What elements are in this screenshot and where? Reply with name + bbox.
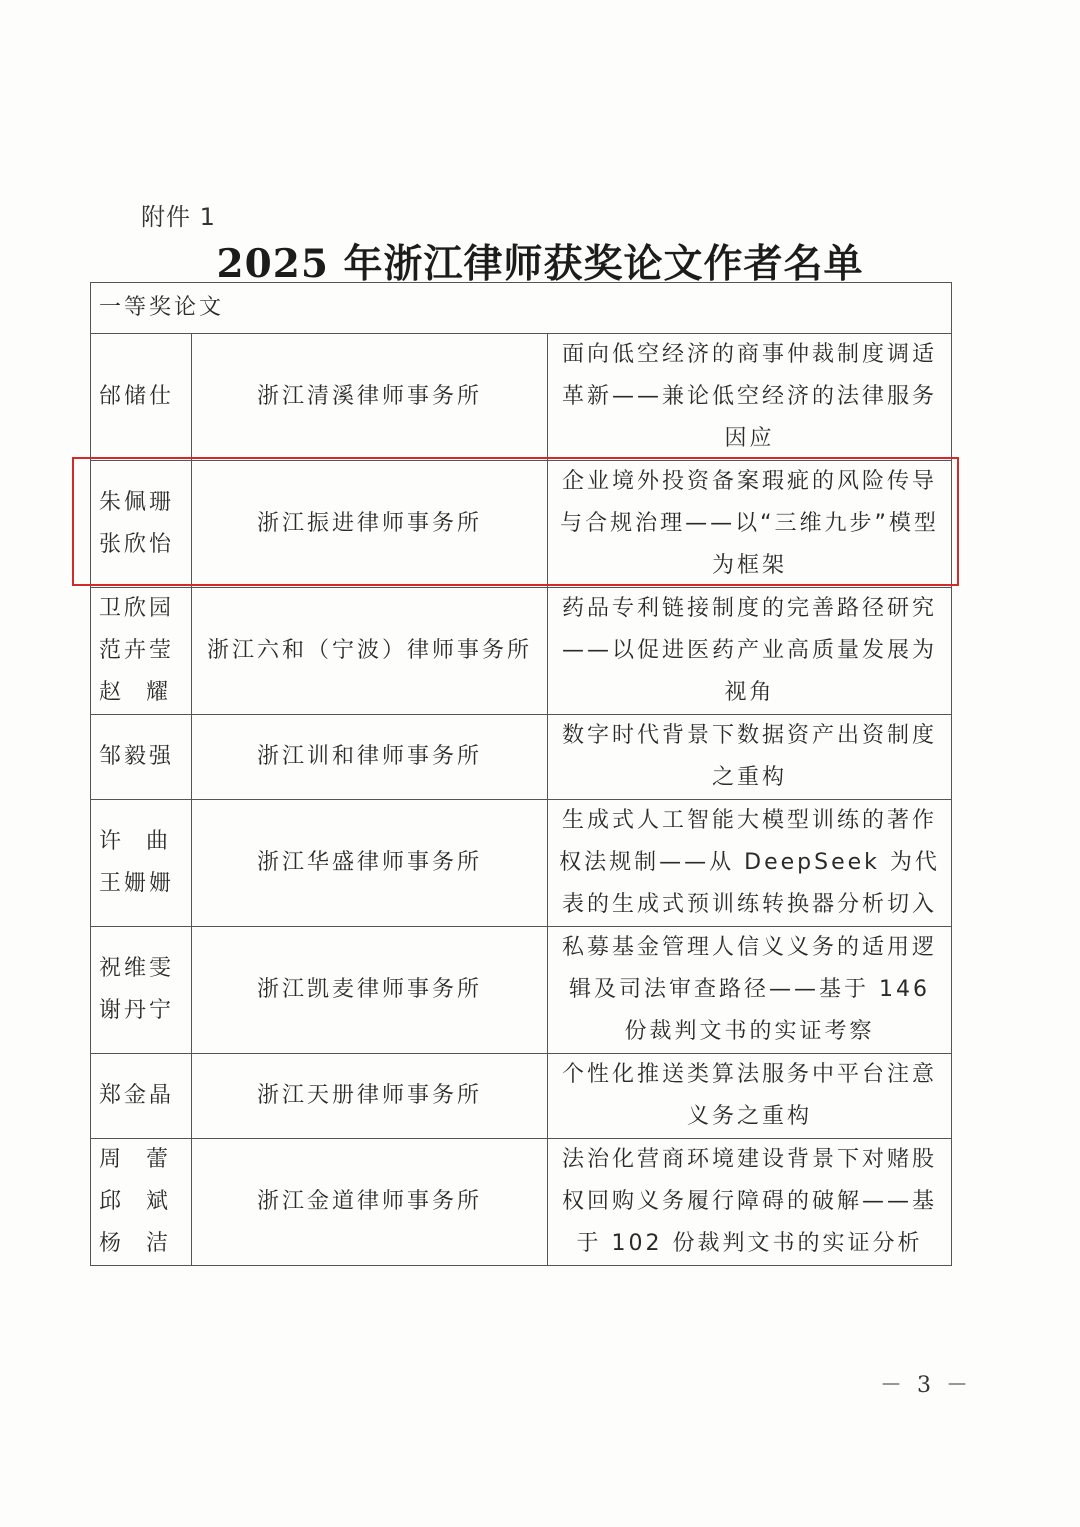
paper-title-cell: 生成式人工智能大模型训练的著作权法规制——从 DeepSeek 为代表的生成式预训练转换器分析切入	[548, 800, 952, 927]
author-name: 祝维雯	[99, 956, 175, 981]
law-firm-cell: 浙江凯麦律师事务所	[192, 927, 548, 1054]
section-label: 一等奖论文	[91, 283, 952, 334]
attachment-label: 附件 1	[141, 203, 216, 231]
table-row	[91, 800, 952, 927]
section-header-row	[91, 283, 952, 334]
table-row	[91, 927, 952, 1054]
law-firm-cell: 浙江天册律师事务所	[192, 1054, 548, 1139]
author-name: 王姗姗	[99, 871, 175, 896]
author-name: 许 曲	[99, 829, 171, 854]
authors-cell	[91, 715, 192, 800]
author-name: 邰储仕	[99, 384, 175, 409]
table-row	[91, 588, 952, 715]
law-firm-cell: 浙江训和律师事务所	[192, 715, 548, 800]
author-name: 谢丹宁	[99, 998, 175, 1023]
author-name: 郑金晶	[99, 1083, 175, 1108]
author-name: 赵 耀	[99, 680, 171, 705]
authors-cell	[91, 461, 192, 588]
law-firm-cell: 浙江金道律师事务所	[192, 1139, 548, 1266]
author-name: 卫欣园	[99, 596, 175, 621]
author-name: 邹毅强	[99, 744, 175, 769]
law-firm-cell: 浙江振进律师事务所	[192, 461, 548, 588]
authors-cell	[91, 588, 192, 715]
law-firm-cell: 浙江清溪律师事务所	[192, 334, 548, 461]
author-name: 朱佩珊	[99, 490, 175, 515]
author-name: 邱 斌	[99, 1189, 171, 1214]
table-row	[91, 715, 952, 800]
paper-title-cell: 面向低空经济的商事仲裁制度调适革新——兼论低空经济的法律服务因应	[548, 334, 952, 461]
paper-title-cell: 法治化营商环境建设背景下对赌股权回购义务履行障碍的破解——基于 102 份裁判文书的实证分析	[548, 1139, 952, 1266]
table-row	[91, 461, 952, 588]
paper-title-cell: 企业境外投资备案瑕疵的风险传导与合规治理——以“三维九步”模型为框架	[548, 461, 952, 588]
paper-title-cell: 个性化推送类算法服务中平台注意义务之重构	[548, 1054, 952, 1139]
author-name: 杨 洁	[99, 1231, 171, 1256]
authors-cell	[91, 334, 192, 461]
authors-cell	[91, 927, 192, 1054]
author-name: 周 蕾	[99, 1147, 171, 1172]
table-row	[91, 1139, 952, 1266]
award-table	[90, 282, 952, 1266]
paper-title-cell: 私募基金管理人信义义务的适用逻辑及司法审查路径——基于 146 份裁判文书的实证考察	[548, 927, 952, 1054]
document-title: 2025 年浙江律师获奖论文作者名单	[216, 241, 864, 287]
paper-title-cell: 药品专利链接制度的完善路径研究——以促进医药产业高质量发展为视角	[548, 588, 952, 715]
table-row	[91, 1054, 952, 1139]
authors-cell	[91, 1054, 192, 1139]
page-number: － 3 －	[880, 1373, 972, 1398]
author-name: 范卉莹	[99, 638, 175, 663]
author-name: 张欣怡	[99, 532, 175, 557]
law-firm-cell: 浙江六和（宁波）律师事务所	[192, 588, 548, 715]
law-firm-cell: 浙江华盛律师事务所	[192, 800, 548, 927]
authors-cell	[91, 800, 192, 927]
paper-title-cell: 数字时代背景下数据资产出资制度之重构	[548, 715, 952, 800]
table-row	[91, 334, 952, 461]
authors-cell	[91, 1139, 192, 1266]
